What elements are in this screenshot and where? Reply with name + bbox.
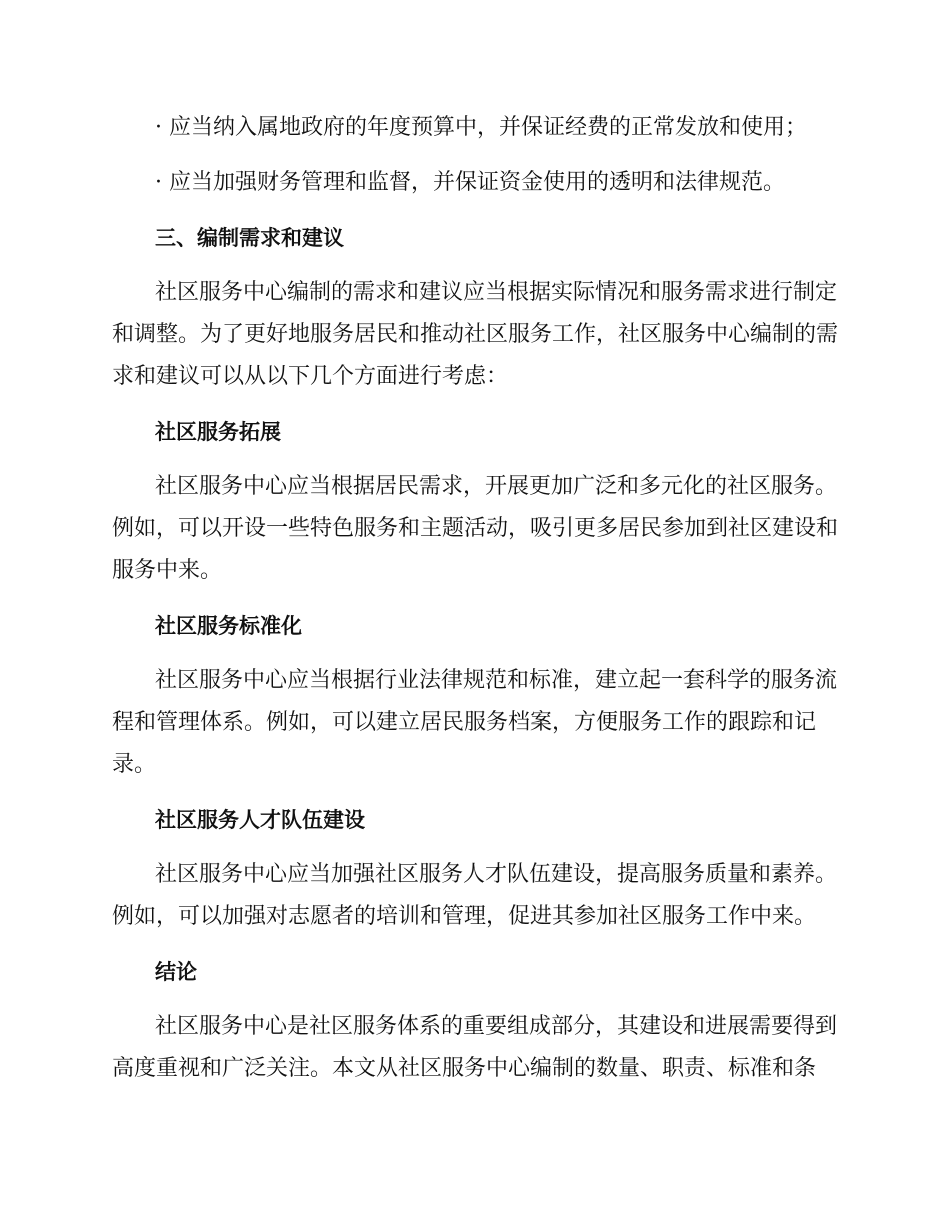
paragraph-line: 程和管理体系。例如，可以建立居民服务档案，方便服务工作的跟踪和记 — [112, 710, 817, 735]
section-heading: 三、编制需求和建议 — [155, 226, 344, 250]
paragraph-line: 社区服务中心应当加强社区服务人才队伍建设，提高服务质量和素养。 — [155, 862, 838, 887]
paragraph-line: 例如，可以加强对志愿者的培训和管理，促进其参加社区服务工作中来。 — [112, 904, 817, 929]
paragraph-line: 社区服务中心应当根据居民需求，开展更加广泛和多元化的社区服务。 — [155, 474, 838, 499]
paragraph-line: 社区服务中心应当根据行业法律规范和标准，建立起一套科学的服务流 — [155, 668, 838, 693]
paragraph-line: 社区服务中心是社区服务体系的重要组成部分，其建设和进展需要得到 — [155, 1014, 838, 1039]
paragraph-line: 求和建议可以从以下几个方面进行考虑： — [112, 364, 509, 389]
paragraph-line: 服务中来。 — [112, 558, 223, 583]
conclusion-heading: 结论 — [155, 960, 197, 984]
paragraph-line: 和调整。为了更好地服务居民和推动社区服务工作，社区服务中心编制的需 — [112, 322, 839, 347]
bullet-budget: · 应当纳入属地政府的年度预算中，并保证经费的正常发放和使用； — [155, 115, 807, 140]
paragraph-line: 高度重视和广泛关注。本文从社区服务中心编制的数量、职责、标准和条 — [112, 1056, 817, 1081]
subheading: 社区服务人才队伍建设 — [155, 808, 365, 832]
paragraph-line: 录。 — [112, 752, 157, 777]
paragraph-line: 社区服务中心编制的需求和建议应当根据实际情况和服务需求进行制定 — [155, 280, 838, 305]
subheading: 社区服务标准化 — [155, 614, 302, 638]
subheading: 社区服务拓展 — [155, 420, 281, 444]
bullet-finance: · 应当加强财务管理和监督，并保证资金使用的透明和法律规范。 — [155, 170, 785, 195]
paragraph-line: 例如，可以开设一些特色服务和主题活动，吸引更多居民参加到社区建设和 — [112, 516, 839, 541]
